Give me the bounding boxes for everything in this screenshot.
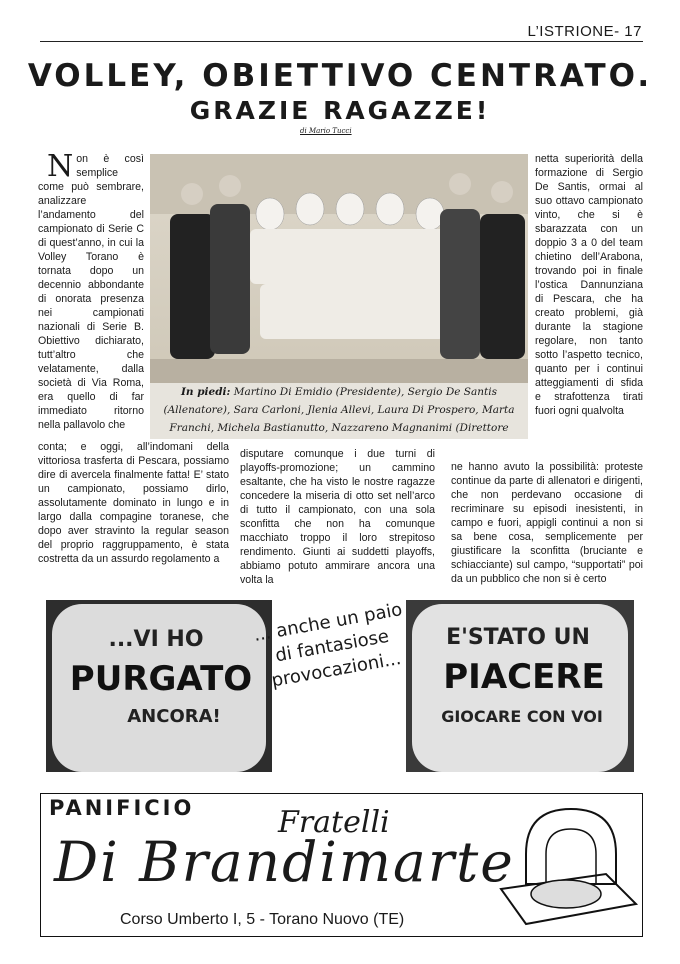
shirts-caption: ... anche un paio di fantasiose provocazioni... — [252, 599, 404, 692]
article-subtitle: GRAZIE RAGAZZE! — [189, 96, 491, 125]
oven-bread-icon — [496, 794, 642, 932]
page-header: L’ISTRIONE- 17 — [527, 23, 642, 40]
caption-text: Martino Di Emidio (Presidente), Sergio De Santis (Allenatore), Sara Carloni, Jlenia Allevi, Laura Di Prospero, Marta Franchi, Michela Bastianutto, Nazzareno Magnanimi (Direttore — [163, 386, 515, 434]
column-1-text: on è così semplice come può sembrare, analizzare l’andamento del campionato di Serie C di quest’anno, in cui la Volley Torano è tornata dopo un decennio abbondante di onorata presenza nei campionati nazionali di Serie B. Obiettivo dichiarato, tutt’altro che velatamente, dalla società di Via Roma, era quello di far immediato ritorno nella pallavolo che — [38, 153, 144, 431]
drop-cap: N — [47, 149, 74, 184]
column-3-bottom: ne hanno avuto la possibilità: proteste continue da parte di allenatori e dirigenti, che non perdevano occasione di recriminare su episodi inesistenti, in campo e fuori, appigli continui a non si sa bene cosa, semplicemente per giustificare la sconfitta (bruciante e schiacciante) sul campo, “supportati” poi da un pubblico che non si è certo — [451, 461, 643, 585]
ad-address: Corso Umberto I, 5 - Torano Nuovo (TE) — [120, 911, 405, 928]
column-2: disputare comunque i due turni di playoffs-promozione; un cammino esaltante, che ha visto le nostre ragazze concedere la miseria di otto set nell’arco di tutto il campionato, con una sola sconfitta che non ha comunque macchiato troppo il loro strepitoso rendimento. Giunti ai suddetti playoffs, abbiamo potuto ammirare ancora una volta la — [240, 448, 435, 586]
byline: di Mario Tucci — [300, 127, 352, 135]
shirt-photo-right — [406, 600, 634, 772]
ad-business-name: Di Brandimarte — [54, 830, 515, 894]
article-title: VOLLEY, OBIETTIVO CENTRATO. — [27, 58, 653, 94]
shirt-right-line-2: PIACERE — [443, 657, 605, 697]
team-photo — [150, 154, 528, 384]
shirt-right-line-1: E'STATO UN — [446, 625, 590, 650]
shirt-right-line-3: GIOCARE CON VOI — [441, 707, 603, 726]
shirt-left-line-2: PURGATO — [69, 659, 253, 699]
column-1-top — [38, 149, 144, 432]
caption-label: In piedi: — [181, 386, 231, 398]
ad-panificio: PANIFICIO — [49, 796, 195, 820]
shirt-left-line-1: ...VI HO — [108, 627, 204, 652]
photo-caption — [150, 383, 528, 439]
shirt-left-line-3: ANCORA! — [127, 706, 221, 727]
ad-fratelli: Fratelli — [278, 805, 390, 840]
column-3-top: netta superiorità della formazione di Sergio De Santis, ormai al suo ottavo campionato vinto, che si è sbarazzata con un doppio 3 a 0 del team chietino dell’Arabona, trovando poi in finale l’ostica Dannunziana di Pescara, che ha creato problemi, già durante la stagione regolare, non tanto sotto l’aspetto tecnico, quanto per i continui atteggiamenti di sfida e strafottenza tirati fuori ogni qualvolta — [535, 153, 643, 417]
team-photo-illustration — [150, 154, 528, 384]
header-rule — [40, 41, 643, 42]
shirt-photo-left — [46, 600, 272, 772]
column-1-bottom: conta; e oggi, all’indomani della vittoriosa trasferta di Pescara, possiamo dire di avercela finalmente fatta! E’ stato un campionato, possiamo dirlo, assolutamente dominato in lungo e in largo dalla compagine toranese, che dopo aver stravinto la regular season del proprio raggruppamento, è stata costretta da un assurdo regolamento a — [38, 441, 229, 565]
